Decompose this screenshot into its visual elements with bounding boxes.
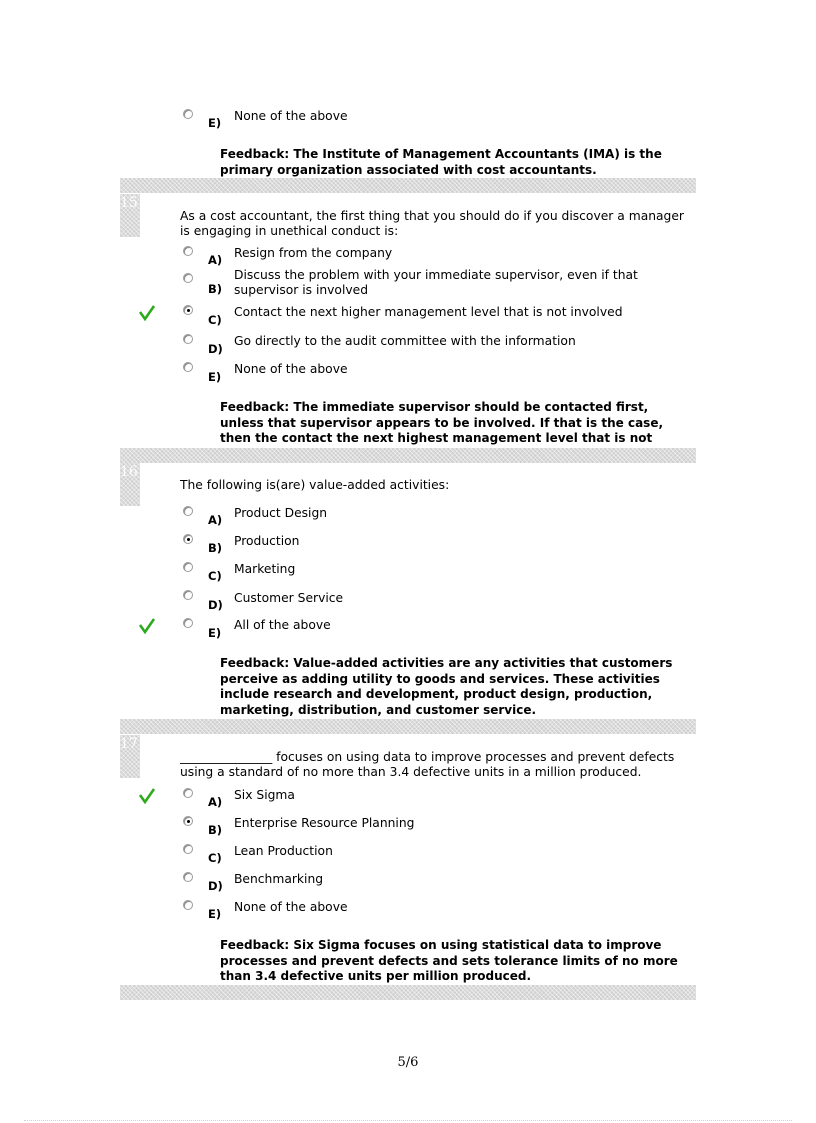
q16-option-c-letter: C) <box>208 569 222 583</box>
q16-option-c-radio[interactable] <box>183 562 193 572</box>
q16-correct-check-icon <box>138 617 156 635</box>
q16-feedback: Feedback: Value-added activities are any activities that customers perceive as adding utility to goods and services. These activities include research and development, product design, production, marketing, distribution, and customer service. <box>220 656 673 717</box>
q17-option-a-radio[interactable] <box>183 788 193 798</box>
q17-option-e-letter: E) <box>208 907 222 921</box>
page-number: 5/6 <box>397 1055 419 1070</box>
q15-number: 15 <box>120 194 140 237</box>
q17-option-d-letter: D) <box>208 879 223 893</box>
q16-separator-bar <box>120 448 696 463</box>
q16-option-e-text: All of the above <box>234 618 331 632</box>
q17-feedback: Feedback: Six Sigma focuses on using statistical data to improve processes and prevent defects and sets tolerance limits of no more than 3.4 defective units per million produced. <box>220 938 678 983</box>
q15-option-c-text: Contact the next higher management level that is not involved <box>234 305 623 319</box>
page-bottom-divider <box>24 1120 792 1121</box>
q17-option-d-text: Benchmarking <box>234 872 324 886</box>
q17-option-b-letter: B) <box>208 823 223 837</box>
q15-option-b-text: Discuss the problem with your immediate supervisor, even if that supervisor is involved <box>234 268 638 297</box>
q17-option-c-text: Lean Production <box>234 844 333 858</box>
q15-option-a-radio[interactable] <box>183 246 193 256</box>
q16-option-a-text: Product Design <box>234 506 328 520</box>
q16-option-d-text: Customer Service <box>234 591 344 605</box>
q17-option-a-letter: A) <box>208 795 223 809</box>
q17-option-e-text: None of the above <box>234 900 348 914</box>
q17-question-text: _______________ focuses on using data to improve processes and prevent defects using a standard of no more than 3.4 defective units in a million produced. <box>180 750 675 779</box>
q16-option-e-radio[interactable] <box>183 618 193 628</box>
q14-option-e-text: None of the above <box>234 109 348 123</box>
q15-separator-bar <box>120 178 696 193</box>
q16-option-e-letter: E) <box>208 626 222 640</box>
q14-option-e-radio[interactable] <box>183 109 193 119</box>
q14-option-e-letter: E) <box>208 116 222 130</box>
q17-option-e-radio[interactable] <box>183 900 193 910</box>
q17-option-b-text: Enterprise Resource Planning <box>234 816 415 830</box>
q15-option-c-radio[interactable] <box>183 305 193 315</box>
q16-option-c-text: Marketing <box>234 562 296 576</box>
q17-option-a-text: Six Sigma <box>234 788 295 802</box>
q15-option-e-radio[interactable] <box>183 362 193 372</box>
q16-option-b-text: Production <box>234 534 300 548</box>
q16-option-b-letter: B) <box>208 541 223 555</box>
q15-feedback: Feedback: The immediate supervisor should be contacted first, unless that supervisor appears to be involved. If that is the case, then the contact the next highest management level that is not <box>220 400 664 445</box>
q17-option-b-radio[interactable] <box>183 816 193 826</box>
q16-option-b-radio[interactable] <box>183 534 193 544</box>
q15-option-a-text: Resign from the company <box>234 246 393 260</box>
q17-number: 17 <box>120 735 140 778</box>
q17-bottom-bar <box>120 985 696 1000</box>
q17-option-c-letter: C) <box>208 851 222 865</box>
q15-option-b-letter: B) <box>208 282 223 296</box>
q15-correct-check-icon <box>138 304 156 322</box>
q17-option-d-radio[interactable] <box>183 872 193 882</box>
q16-question-text: The following is(are) value-added activities: <box>180 478 450 492</box>
q14-feedback: Feedback: The Institute of Management Accountants (IMA) is the primary organization associated with cost accountants. <box>220 147 662 177</box>
q17-separator-bar <box>120 719 696 734</box>
q15-option-a-letter: A) <box>208 253 223 267</box>
q15-option-d-radio[interactable] <box>183 334 193 344</box>
q16-number: 16 <box>120 463 140 506</box>
q17-option-c-radio[interactable] <box>183 844 193 854</box>
q16-option-d-letter: D) <box>208 598 223 612</box>
q16-option-a-letter: A) <box>208 513 223 527</box>
q16-option-d-radio[interactable] <box>183 590 193 600</box>
q17-correct-check-icon <box>138 787 156 805</box>
q15-option-c-letter: C) <box>208 313 222 327</box>
q15-option-e-letter: E) <box>208 370 222 384</box>
q15-question-text: As a cost accountant, the first thing that you should do if you discover a manager is engaging in unethical conduct is: <box>180 209 684 238</box>
q15-option-d-text: Go directly to the audit committee with the information <box>234 334 576 348</box>
q15-option-e-text: None of the above <box>234 362 348 376</box>
q15-option-d-letter: D) <box>208 342 223 356</box>
q16-option-a-radio[interactable] <box>183 506 193 516</box>
q15-option-b-radio[interactable] <box>183 273 193 283</box>
